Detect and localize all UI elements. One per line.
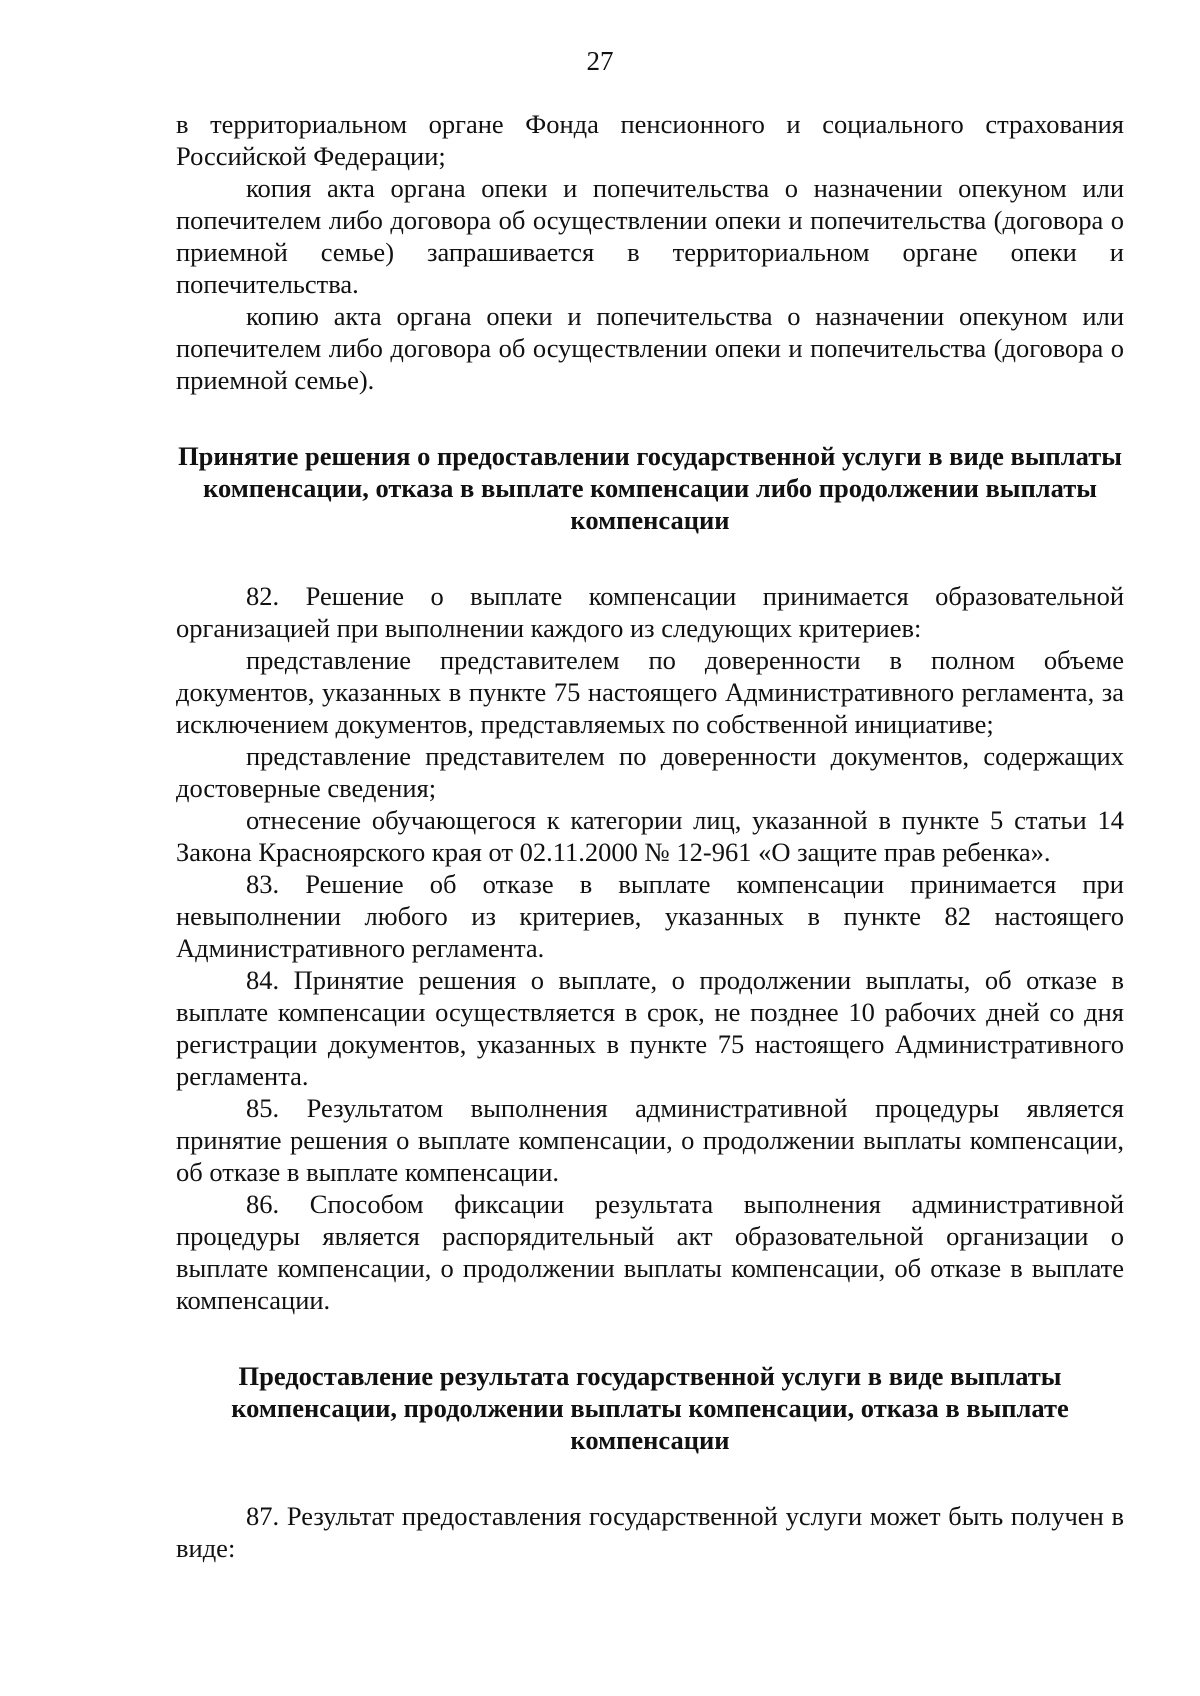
paragraph: 83. Решение об отказе в выплате компенсации принимается при невыполнении любого из критериев, указанных в пункте 82 настоящего Административного регламента. xyxy=(176,869,1124,963)
section-heading: Принятие решения о предоставлении государственной услуги в виде выплаты компенсации, отказа в выплате компенсации либо продолжении выплаты компенсации xyxy=(178,441,1122,535)
paragraph: отнесение обучающегося к категории лиц, указанной в пункте 5 статьи 14 Закона Красноярского края от 02.11.2000 № 12-961 «О защите прав ребенка». xyxy=(176,805,1124,867)
paragraph: 85. Результатом выполнения административной процедуры является принятие решения о выплате компенсации, о продолжении выплаты компенсации, об отказе в выплате компенсации. xyxy=(176,1093,1124,1187)
section-heading: Предоставление результата государственной услуги в виде выплаты компенсации, продолжении выплаты компенсации, отказа в выплате компенсации xyxy=(231,1361,1069,1455)
paragraph: 86. Способом фиксации результата выполнения административной процедуры является распорядительный акт образовательной организации о выплате компенсации, о продолжении выплаты компенсации, об отказе в выплате компенсации. xyxy=(176,1189,1124,1315)
paragraph: представление представителем по доверенности в полном объеме документов, указанных в пункте 75 настоящего Административного регламента, за исключением документов, представляемых по собственной инициативе; xyxy=(176,645,1124,739)
paragraph: 84. Принятие решения о выплате, о продолжении выплаты, об отказе в выплате компенсации осуществляется в срок, не позднее 10 рабочих дней со дня регистрации документов, указанных в пункте 75 настоящего Административного регламента. xyxy=(176,965,1124,1091)
paragraph: копию акта органа опеки и попечительства о назначении опекуном или попечителем либо договора об осуществлении опеки и попечительства (договора о приемной семье). xyxy=(176,301,1124,395)
paragraph: копия акта органа опеки и попечительства о назначении опекуном или попечителем либо договора об осуществлении опеки и попечительства (договора о приемной семье) запрашивается в территориальном органе опеки и попечительства. xyxy=(176,173,1124,299)
paragraph: 82. Решение о выплате компенсации принимается образовательной организацией при выполнении каждого из следующих критериев: xyxy=(176,581,1124,643)
paragraph: 87. Результат предоставления государственной услуги может быть получен в виде: xyxy=(176,1501,1124,1563)
paragraph: в территориальном органе Фонда пенсионного и социального страхования Российской Федерации; xyxy=(176,109,1124,171)
page-number: 27 xyxy=(586,46,614,76)
paragraph: представление представителем по доверенности документов, содержащих достоверные сведения; xyxy=(176,741,1124,803)
document-body xyxy=(176,108,1124,1564)
